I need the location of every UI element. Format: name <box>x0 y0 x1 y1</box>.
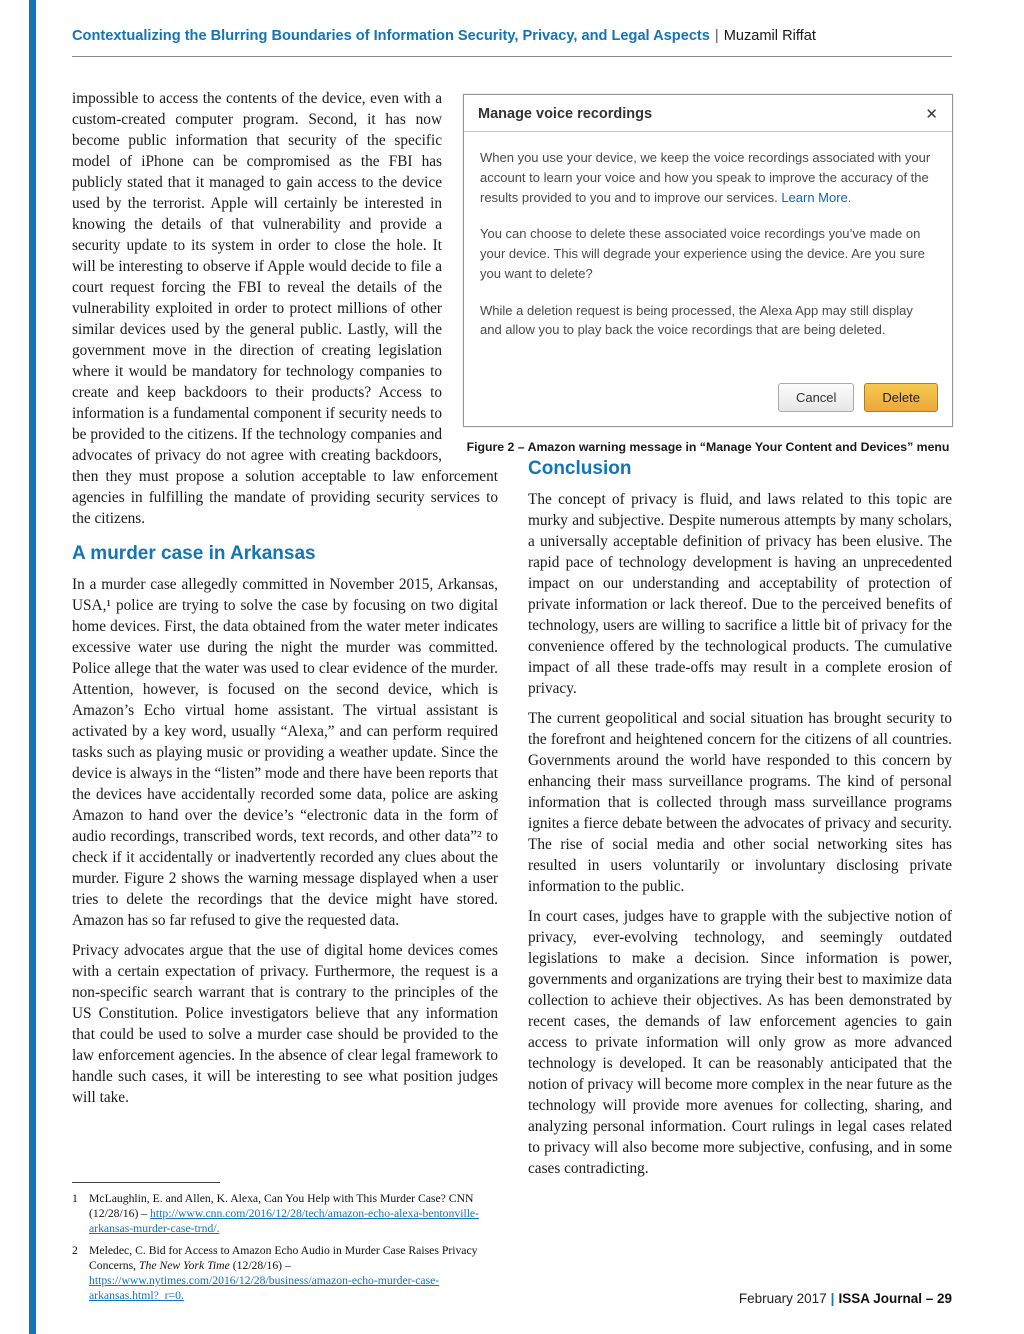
footnote-1 <box>72 1191 502 1237</box>
dialog-paragraph-1 <box>480 148 936 207</box>
right-column-conclusion <box>528 458 952 1188</box>
conclusion-paragraph-2: The current geopolitical and social situation has brought security to the forefront and heightened concern for the citizens of all countries. Governments around the world have responded to this concern by enhancing their mass surveillance programs. The kind of personal information that is collected through mass surveillance programs ignites a fierce debate between the advocates of privacy and security. The rise of social media and other social networking sites has resulted in users voluntarily or involuntary disclosing private information to the public. <box>528 710 952 895</box>
dialog-button-row <box>464 357 952 426</box>
cancel-button[interactable]: Cancel <box>778 383 854 412</box>
close-icon[interactable]: ✕ <box>925 105 938 123</box>
figure-caption: Figure 2 – Amazon warning message in “Manage Your Content and Devices” menu <box>466 440 950 454</box>
footer-separator: | <box>830 1291 835 1306</box>
footer-journal-page: ISSA Journal – 29 <box>838 1291 952 1306</box>
dialog-paragraph-3: While a deletion request is being processed, the Alexa App may still display and allow you to play back the voice recordings that are being deleted. <box>480 302 913 338</box>
page-edge-accent-bar <box>29 0 36 1334</box>
section-heading-conclusion: Conclusion <box>528 458 632 479</box>
left-column <box>72 88 498 1117</box>
footnote-rule <box>72 1182 220 1183</box>
footnote-1-citation: McLaughlin, E. and Allen, K. Alexa, Can You Help with This Murder Case? CNN (12/28/16) – <box>89 1192 474 1221</box>
dialog-titlebar <box>464 95 952 132</box>
body-paragraph-murder-2: Privacy advocates argue that the use of digital home devices comes with a certain expectation of privacy. Furthermore, the request is a non-specific search warrant that is contrary to the principles of the US Constitution. Police investigators believe that any information that could be used to solve a murder case should be provided to the law enforcement agencies. In the absence of clear legal framework to handle such cases, it will be interesting to see what position judges will take. <box>72 942 498 1106</box>
footnote-1-text <box>89 1191 502 1237</box>
footnote-2-citation-before: Meledec, C. Bid for Access to Amazon Echo Audio in Murder Case Raises Privacy Concerns, <box>89 1243 478 1272</box>
footnote-2-citation-after: (12/28/16) – <box>229 1258 291 1272</box>
dialog-title: Manage voice recordings <box>478 106 653 122</box>
author-name: Muzamil Riffat <box>723 28 816 44</box>
article-title: Contextualizing the Blurring Boundaries of Information Security, Privacy, and Legal Aspects <box>72 28 710 44</box>
footnote-2-link[interactable]: https://www.nytimes.com/2016/12/28/business/amazon-echo-murder-case-arkansas.html?_r=0. <box>89 1274 440 1303</box>
body-paragraph-continuation: impossible to access the contents of the device, even with a custom-created computer program. Second, it has now become public information that security of the specific model of iPhone can be compromised as the FBI has publicly stated that it managed to gain access to the device used by the terrorist. Apple will certainly be interested in knowing the details of that vulnerability and provide a security update to its system in order to close the hole. It will be interesting to observe if Apple would decide to file a court request forcing the FBI to reveal the details of the vulnerability exploited in order to protect millions of other similar devices used by the general public. Lastly, will the government move in the direction of creating legislation where it would be mandatory for technology companies to create and keep backdoors to their products? Access to information is a fundamental component if security needs to be provided to the citizens. If the technology companies and advocates of privacy do not agree with creating backdoors, then they must propose a solution acceptable to law enforcement agencies in fulfilling the mandate of providing security services to the citizens. <box>72 90 498 527</box>
section-heading-murder-case: A murder case in Arkansas <box>72 543 316 564</box>
dialog-paragraph-1-text: When you use your device, we keep the voice recordings associated with your account to learn your voice and how you speak to improve the accuracy of the results provided to you and to improve our services. <box>480 150 931 205</box>
footer-date: February 2017 <box>738 1291 827 1306</box>
figure-2 <box>463 94 953 454</box>
footnote-1-number: 1 <box>72 1192 78 1205</box>
footnote-1-link[interactable]: http://www.cnn.com/2016/12/28/tech/amazon-echo-alexa-bentonville-arkansas-murder-case-trnd/. <box>89 1207 480 1236</box>
body-paragraph-murder-1: In a murder case allegedly committed in November 2015, Arkansas, USA,¹ police are trying to solve the case by focusing on two digital home devices. First, the data obtained from the water meter indicates excessive water use during the night the murder was committed. Police allege that the water was used to clear evidence of the murder. Attention, however, is focused on the second device, which is Amazon’s Echo virtual home assistant. The virtual assistant is activated by a key word, usually “Alexa,” and can perform required tasks such as playing music or providing a weather update. Since the device is always in the “listen” mode and there have been reports that the devices have accidentally recorded some data, police are asking Amazon to hand over the device’s “electronic data in the form of audio recordings, transcribed words, text records, and other data”² to check if it accidentally or inadvertently recorded any clues about the murder. Figure 2 shows the warning message displayed when a user tries to delete the recordings that the device might have stored. Amazon has so far refused to give the requested data. <box>72 576 498 929</box>
dialog-body <box>464 132 952 340</box>
footnote-2-number: 2 <box>72 1243 78 1257</box>
footnote-2 <box>72 1243 502 1304</box>
footnote-2-work-title: The New York Time <box>139 1258 230 1272</box>
conclusion-paragraph-3: In court cases, judges have to grapple with the subjective notion of privacy, ever-evolving technology, and seemingly outdated legislations to make a decision. Since information is power, governments and organizations are trying their best to maximize data collection to achieve their objectives. As has been demonstrated by recent cases, the demands of law enforcement agencies to gain access to private information will only grow as more advanced technology is developed. It can be reasonably anticipated that the notion of privacy will become more complex in the near future as the technology will provide more avenues for collecting, sharing, and analyzing personal information. Court rulings in legal cases related to privacy will also become more subjective, confusing, and in some cases contradicting. <box>528 908 952 1177</box>
dialog-paragraph-2: You can choose to delete these associated voice recordings you’ve made on your device. This will degrade your experience using the device. Are you sure you want to delete? <box>480 226 925 281</box>
conclusion-paragraph-1: The concept of privacy is fluid, and laws related to this topic are murky and subjective. Despite numerous attempts by many scholars, a universally acceptable definition of privacy has been elusive. The rapid pace of technology development is having an unprecedented impact on our understanding and acceptability of protection of private information or lack thereof. Due to the perceived benefits of technology, users are willing to sacrifice a little bit of privacy for the convenience offered by the technological products. The cumulative impact of all these trade-offs may result in a complete erosion of privacy. <box>528 491 952 697</box>
page-footer <box>739 1291 952 1306</box>
running-header <box>72 28 952 44</box>
dialog-manage-voice-recordings <box>463 94 953 427</box>
footnotes-block <box>72 1182 502 1309</box>
footnote-2-text <box>89 1243 502 1304</box>
delete-button[interactable]: Delete <box>864 383 938 412</box>
learn-more-link[interactable]: Learn More. <box>781 189 852 205</box>
header-separator: | <box>714 28 719 44</box>
header-rule <box>72 56 952 57</box>
